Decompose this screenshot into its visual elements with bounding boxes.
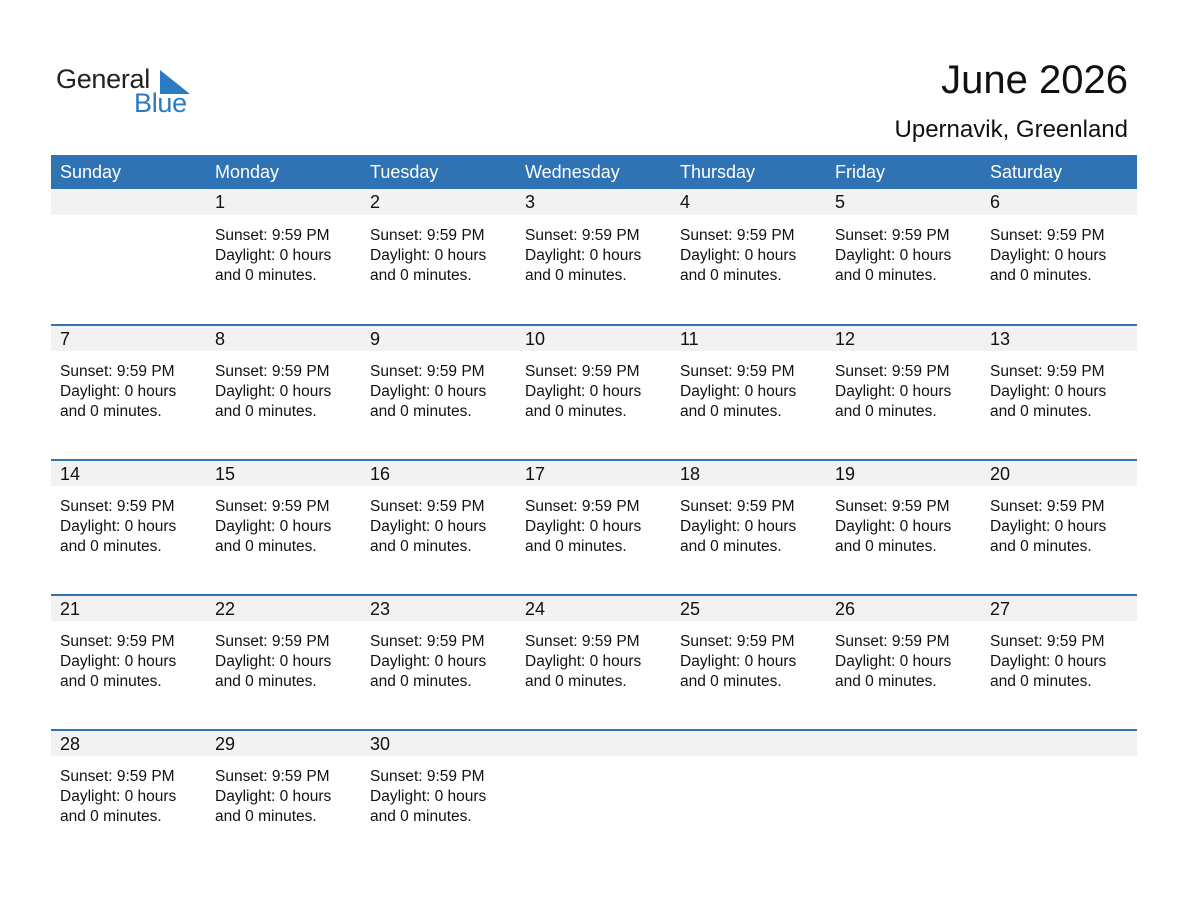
location-subtitle: Upernavik, Greenland <box>894 116 1128 143</box>
weeks-container <box>51 189 1137 864</box>
sunset-time: Sunset: 9:59 PM <box>680 633 795 650</box>
day-number: 28 <box>60 734 81 754</box>
day-cell <box>981 215 1137 286</box>
day-cell <box>826 756 981 827</box>
day-number: 27 <box>990 599 1011 619</box>
day-number: 2 <box>370 192 381 212</box>
day-number: 1 <box>215 192 226 212</box>
daylight-duration: Daylight: 0 hours <box>525 518 642 535</box>
daylight-duration: and 0 minutes. <box>60 808 162 825</box>
day-number <box>826 731 981 756</box>
daylight-duration: and 0 minutes. <box>215 267 317 284</box>
day-number: 22 <box>215 599 236 619</box>
daylight-duration: and 0 minutes. <box>835 538 937 555</box>
day-cell <box>671 486 826 557</box>
calendar-week-row <box>51 459 1137 594</box>
day-cell <box>361 486 516 557</box>
day-number: 26 <box>835 599 856 619</box>
day-cell <box>671 215 826 286</box>
daylight-duration: and 0 minutes. <box>680 403 782 420</box>
daylight-duration: Daylight: 0 hours <box>215 788 332 805</box>
day-info-row <box>51 756 1137 827</box>
day-cell <box>826 486 981 557</box>
daylight-duration: and 0 minutes. <box>215 673 317 690</box>
daylight-duration: Daylight: 0 hours <box>60 653 177 670</box>
daylight-duration: and 0 minutes. <box>370 673 472 690</box>
day-info-row <box>51 621 1137 692</box>
sunset-time: Sunset: 9:59 PM <box>525 633 640 650</box>
day-number-row <box>51 594 1137 621</box>
sunset-time: Sunset: 9:59 PM <box>525 363 640 380</box>
sunset-time: Sunset: 9:59 PM <box>60 768 175 785</box>
sunset-time: Sunset: 9:59 PM <box>215 227 330 244</box>
day-number: 8 <box>215 329 226 349</box>
daylight-duration: and 0 minutes. <box>835 403 937 420</box>
daylight-duration: Daylight: 0 hours <box>680 653 797 670</box>
day-number <box>516 731 671 756</box>
sunset-time: Sunset: 9:59 PM <box>990 498 1105 515</box>
daylight-duration: Daylight: 0 hours <box>835 518 952 535</box>
day-info-row <box>51 486 1137 557</box>
day-cell <box>671 756 826 827</box>
day-cell <box>981 351 1137 422</box>
day-number: 17 <box>525 464 546 484</box>
day-cell <box>206 215 361 286</box>
day-cell <box>206 351 361 422</box>
daylight-duration: and 0 minutes. <box>370 403 472 420</box>
weekday-header-tuesday: Tuesday <box>370 162 439 182</box>
day-cell <box>206 486 361 557</box>
day-number: 23 <box>370 599 391 619</box>
daylight-duration: and 0 minutes. <box>215 808 317 825</box>
daylight-duration: and 0 minutes. <box>370 538 472 555</box>
daylight-duration: Daylight: 0 hours <box>990 247 1107 264</box>
day-number: 9 <box>370 329 381 349</box>
sunset-time: Sunset: 9:59 PM <box>525 227 640 244</box>
daylight-duration: and 0 minutes. <box>990 267 1092 284</box>
day-cell <box>361 621 516 692</box>
daylight-duration: Daylight: 0 hours <box>215 518 332 535</box>
daylight-duration: and 0 minutes. <box>680 538 782 555</box>
sunset-time: Sunset: 9:59 PM <box>990 633 1105 650</box>
day-number: 16 <box>370 464 391 484</box>
sunset-time: Sunset: 9:59 PM <box>990 363 1105 380</box>
day-number: 5 <box>835 192 846 212</box>
daylight-duration: Daylight: 0 hours <box>835 653 952 670</box>
daylight-duration: and 0 minutes. <box>990 403 1092 420</box>
day-number: 6 <box>990 192 1001 212</box>
day-number: 24 <box>525 599 546 619</box>
day-number: 21 <box>60 599 81 619</box>
daylight-duration: Daylight: 0 hours <box>525 247 642 264</box>
daylight-duration: Daylight: 0 hours <box>990 383 1107 400</box>
day-number-row <box>51 459 1137 486</box>
daylight-duration: and 0 minutes. <box>525 403 627 420</box>
day-info-row <box>51 215 1137 286</box>
daylight-duration: and 0 minutes. <box>525 267 627 284</box>
daylight-duration: Daylight: 0 hours <box>680 383 797 400</box>
daylight-duration: Daylight: 0 hours <box>370 518 487 535</box>
day-number: 13 <box>990 329 1011 349</box>
day-number: 29 <box>215 734 236 754</box>
day-cell <box>51 756 206 827</box>
sunset-time: Sunset: 9:59 PM <box>370 363 485 380</box>
daylight-duration: and 0 minutes. <box>525 538 627 555</box>
daylight-duration: and 0 minutes. <box>370 808 472 825</box>
day-number-row <box>51 189 1137 215</box>
day-number: 14 <box>60 464 81 484</box>
daylight-duration: Daylight: 0 hours <box>835 383 952 400</box>
day-cell <box>51 486 206 557</box>
daylight-duration: and 0 minutes. <box>990 673 1092 690</box>
sunset-time: Sunset: 9:59 PM <box>215 633 330 650</box>
daylight-duration: and 0 minutes. <box>370 267 472 284</box>
sunset-time: Sunset: 9:59 PM <box>835 633 950 650</box>
sunset-time: Sunset: 9:59 PM <box>680 363 795 380</box>
calendar-week-row <box>51 324 1137 459</box>
sunset-time: Sunset: 9:59 PM <box>215 498 330 515</box>
day-number: 7 <box>60 329 71 349</box>
day-number-row <box>51 324 1137 351</box>
daylight-duration: Daylight: 0 hours <box>60 383 177 400</box>
daylight-duration: Daylight: 0 hours <box>215 653 332 670</box>
day-cell <box>51 351 206 422</box>
weekday-header-friday: Friday <box>835 162 886 182</box>
daylight-duration: Daylight: 0 hours <box>60 518 177 535</box>
sunset-time: Sunset: 9:59 PM <box>60 363 175 380</box>
daylight-duration: Daylight: 0 hours <box>370 383 487 400</box>
day-cell <box>516 215 671 286</box>
day-cell <box>51 621 206 692</box>
calendar-week-row <box>51 189 1137 324</box>
weekday-header-row <box>51 155 1137 189</box>
weekday-header-wednesday: Wednesday <box>525 162 620 182</box>
calendar-week-row <box>51 729 1137 864</box>
day-number <box>671 731 826 756</box>
calendar-grid <box>51 155 1137 864</box>
day-cell <box>671 621 826 692</box>
sunset-time: Sunset: 9:59 PM <box>370 227 485 244</box>
day-number: 3 <box>525 192 536 212</box>
brand-logo <box>56 64 196 120</box>
daylight-duration: and 0 minutes. <box>990 538 1092 555</box>
day-cell <box>516 486 671 557</box>
sunset-time: Sunset: 9:59 PM <box>370 498 485 515</box>
sunset-time: Sunset: 9:59 PM <box>60 633 175 650</box>
daylight-duration: Daylight: 0 hours <box>60 788 177 805</box>
weekday-header-saturday: Saturday <box>990 162 1063 182</box>
daylight-duration: and 0 minutes. <box>835 673 937 690</box>
daylight-duration: Daylight: 0 hours <box>370 653 487 670</box>
day-cell <box>826 215 981 286</box>
weekday-header-sunday: Sunday <box>60 162 122 182</box>
calendar-week-row <box>51 594 1137 729</box>
daylight-duration: Daylight: 0 hours <box>990 518 1107 535</box>
daylight-duration: and 0 minutes. <box>215 538 317 555</box>
page-title: June 2026 <box>941 58 1128 102</box>
sunset-time: Sunset: 9:59 PM <box>215 768 330 785</box>
sunset-time: Sunset: 9:59 PM <box>215 363 330 380</box>
day-number: 19 <box>835 464 856 484</box>
day-cell <box>361 756 516 827</box>
daylight-duration: Daylight: 0 hours <box>370 247 487 264</box>
day-number <box>981 731 1137 756</box>
day-number <box>51 189 206 215</box>
day-number: 18 <box>680 464 701 484</box>
daylight-duration: and 0 minutes. <box>835 267 937 284</box>
daylight-duration: Daylight: 0 hours <box>215 247 332 264</box>
day-cell <box>206 756 361 827</box>
daylight-duration: Daylight: 0 hours <box>835 247 952 264</box>
day-number: 10 <box>525 329 546 349</box>
sunset-time: Sunset: 9:59 PM <box>990 227 1105 244</box>
daylight-duration: Daylight: 0 hours <box>525 653 642 670</box>
day-number: 15 <box>215 464 236 484</box>
day-number: 4 <box>680 192 691 212</box>
sunset-time: Sunset: 9:59 PM <box>680 227 795 244</box>
day-cell <box>516 756 671 827</box>
day-cell <box>981 756 1137 827</box>
day-info-row <box>51 351 1137 422</box>
weekday-header-thursday: Thursday <box>680 162 756 182</box>
day-number: 11 <box>680 329 699 349</box>
weekday-header-monday: Monday <box>215 162 280 182</box>
sunset-time: Sunset: 9:59 PM <box>835 227 950 244</box>
daylight-duration: and 0 minutes. <box>60 403 162 420</box>
sunset-time: Sunset: 9:59 PM <box>370 768 485 785</box>
day-number-row <box>51 729 1137 756</box>
day-number: 25 <box>680 599 701 619</box>
daylight-duration: and 0 minutes. <box>60 538 162 555</box>
sunset-time: Sunset: 9:59 PM <box>835 498 950 515</box>
day-cell <box>361 215 516 286</box>
daylight-duration: Daylight: 0 hours <box>525 383 642 400</box>
day-cell <box>671 351 826 422</box>
day-cell <box>981 621 1137 692</box>
sunset-time: Sunset: 9:59 PM <box>835 363 950 380</box>
day-cell <box>206 621 361 692</box>
daylight-duration: Daylight: 0 hours <box>370 788 487 805</box>
day-cell <box>516 621 671 692</box>
sunset-time: Sunset: 9:59 PM <box>60 498 175 515</box>
daylight-duration: Daylight: 0 hours <box>215 383 332 400</box>
day-number: 12 <box>835 329 856 349</box>
daylight-duration: and 0 minutes. <box>680 673 782 690</box>
day-cell <box>826 621 981 692</box>
logo-text-blue: Blue <box>134 88 187 118</box>
sunset-time: Sunset: 9:59 PM <box>680 498 795 515</box>
day-cell <box>826 351 981 422</box>
daylight-duration: Daylight: 0 hours <box>990 653 1107 670</box>
daylight-duration: Daylight: 0 hours <box>680 247 797 264</box>
daylight-duration: and 0 minutes. <box>680 267 782 284</box>
daylight-duration: and 0 minutes. <box>215 403 317 420</box>
sunset-time: Sunset: 9:59 PM <box>525 498 640 515</box>
daylight-duration: Daylight: 0 hours <box>680 518 797 535</box>
day-cell <box>516 351 671 422</box>
day-cell <box>361 351 516 422</box>
day-cell <box>981 486 1137 557</box>
day-number: 20 <box>990 464 1011 484</box>
day-cell <box>51 215 206 286</box>
daylight-duration: and 0 minutes. <box>60 673 162 690</box>
day-number: 30 <box>370 734 391 754</box>
sunset-time: Sunset: 9:59 PM <box>370 633 485 650</box>
logo-text-general: General <box>56 64 150 94</box>
daylight-duration: and 0 minutes. <box>525 673 627 690</box>
